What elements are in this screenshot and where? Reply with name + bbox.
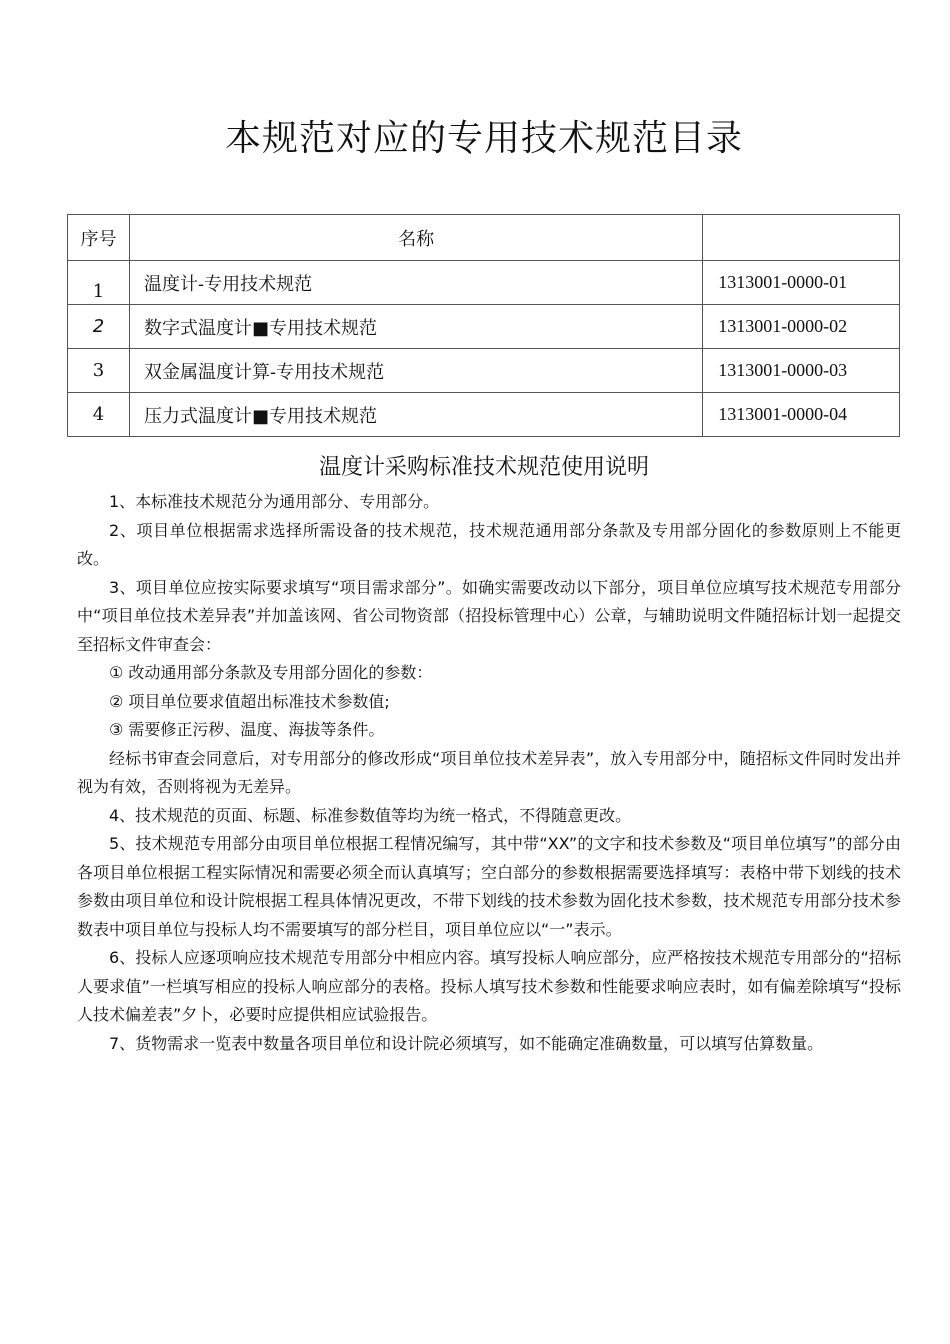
cell-no — [68, 349, 130, 393]
table-row — [68, 261, 900, 305]
instruction-paragraph: 3、项目单位应按实际要求填写“项目需求部分”。如确实需要改动以下部分，项目单位应填写技术规范专用部分中“项目单位技术差异表”并加盖该网、省公司物资部（招投标管理中心）公章，与辅助说明文件随招标计划一起提交至招标文件审查会： — [77, 577, 901, 654]
spec-catalog-table — [67, 214, 900, 437]
instruction-subitem: ③ 需要修正污秽、温度、海拔等条件。 — [109, 720, 385, 739]
instruction-paragraph: 1、本标准技术规范分为通用部分、专用部分。 — [109, 492, 440, 511]
cell-name: 温度计-专用技术规范 — [130, 261, 703, 305]
page-title: 本规范对应的专用技术规范目录 — [224, 118, 743, 159]
instruction-paragraph: 7、货物需求一览表中数量各项目单位和设计院必须填写，如不能确定准确数量，可以填写估算数量。 — [109, 1033, 824, 1053]
cell-no — [68, 305, 130, 349]
instruction-subitem: ② 项目单位要求值超出标准技术参数值; — [109, 691, 390, 711]
cell-name: 数字式温度计■专用技术规范 — [130, 305, 703, 349]
table-row — [68, 305, 900, 349]
cell-code: 1313001-0000-02 — [703, 305, 900, 349]
header-name: 名称 — [130, 215, 703, 261]
cell-code: 1313001-0000-04 — [703, 393, 900, 437]
instruction-paragraph: 经标书审查会同意后，对专用部分的修改形成“项目单位技术差异表”，放入专用部分中，随招标文件同时发出并视为有效，否则将视为无差异。 — [77, 748, 901, 796]
cell-name: 双金属温度计算-专用技术规范 — [130, 349, 703, 393]
cell-no — [68, 393, 130, 437]
cell-code: 1313001-0000-03 — [703, 349, 900, 393]
header-code — [703, 215, 900, 261]
instructions-body — [77, 488, 901, 1058]
instruction-paragraph: 2、项目单位根据需求选择所需设备的技术规范，技术规范通用部分条款及专用部分固化的参数原则上不能更改。 — [77, 520, 901, 568]
row-number: 4 — [92, 404, 105, 425]
row-number: 3 — [92, 360, 105, 381]
instruction-paragraph: 5、技术规范专用部分由项目单位根据工程情况编写，其中带“XX”的文字和技术参数及“项目单位填写”的部分由各项目单位根据工程实际情况和需要必须全而认真填写；空白部分的参数根据需要选择填写：表格中带下划线的技术参数由项目单位和设计院根据工程具体情况更改，不带下划线的技术参数为固化技术参数，技术规范专用部分技术参数表中项目单位与投标人均不需要填写的部分栏目，项目单位应以“一”表示。 — [77, 834, 901, 939]
instructions-title: 温度计采购标准技术规范使用说明 — [318, 455, 649, 480]
instruction-paragraph: 6、投标人应逐项响应技术规范专用部分中相应内容。填写投标人响应部分，应严格按技术规范专用部分的“招标人要求值”一栏填写相应的投标人响应部分的表格。投标人填写技术参数和性能要求响应表时，如有偏差除填写“投标人技术偏差表”夕卜，必要时应提供相应试验报告。 — [77, 948, 901, 1024]
cell-name: 压力式温度计■专用技术规范 — [130, 393, 703, 437]
instruction-subitem: ① 改动通用部分条款及专用部分固化的参数： — [109, 663, 433, 682]
cell-code: 1313001-0000-01 — [703, 261, 900, 305]
row-number: 2 — [92, 316, 105, 337]
table-header-row — [68, 215, 900, 261]
instruction-paragraph: 4、技术规范的页面、标题、标准参数值等均为统一格式，不得随意更改。 — [109, 805, 632, 825]
table-row — [68, 393, 900, 437]
row-number: 1 — [92, 281, 105, 302]
table-row — [68, 349, 900, 393]
cell-no — [68, 261, 130, 305]
header-no: 序号 — [68, 215, 130, 261]
